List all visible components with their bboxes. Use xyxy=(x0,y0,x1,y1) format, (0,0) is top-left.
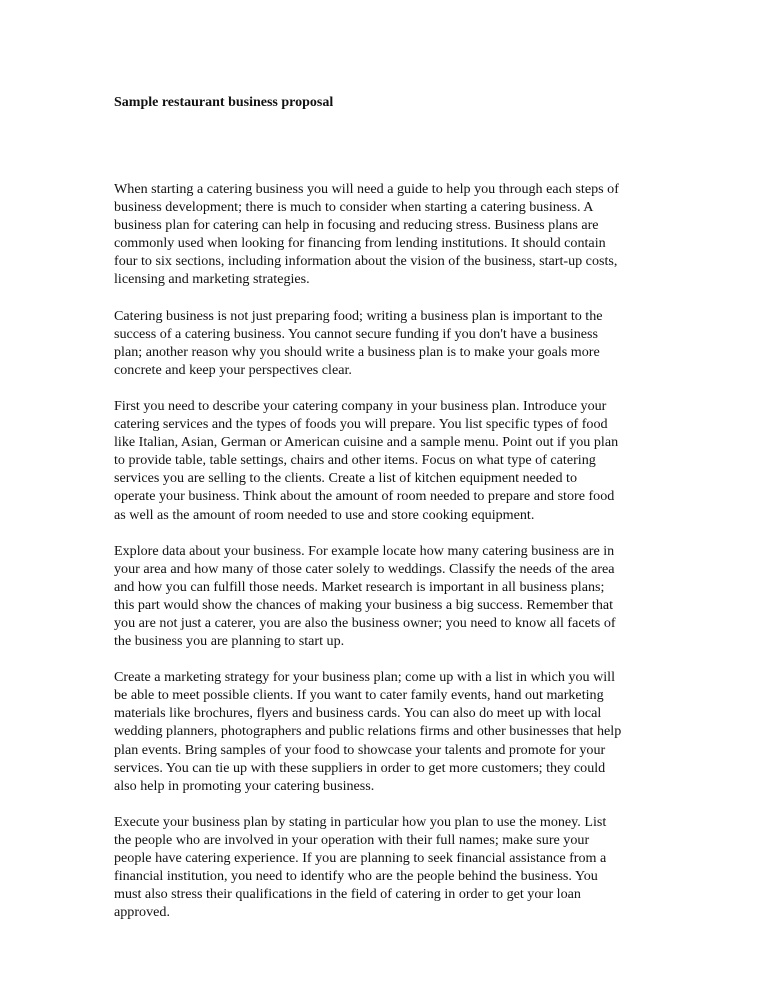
text-line: the business you are planning to start up. xyxy=(114,633,345,650)
text-line: business development; there is much to consider when starting a catering business. A xyxy=(114,199,594,216)
text-line: like Italian, Asian, German or American cuisine and a sample menu. Point out if you plan xyxy=(114,434,619,451)
text-line: also help in promoting your catering business. xyxy=(114,777,375,794)
text-line: as well as the amount of room needed to use and store cooking equipment. xyxy=(114,506,535,523)
text-line: materials like brochures, flyers and business cards. You can also do meet up with local xyxy=(114,705,602,722)
text-line: operate your business. Think about the amount of room needed to prepare and store food xyxy=(114,488,615,505)
text-line: to provide table, table settings, chairs and other items. Focus on what type of catering xyxy=(114,452,596,469)
text-line: you are not just a caterer, you are also the business owner; you need to know all facets of xyxy=(114,614,616,631)
text-line: catering services and the types of foods you will prepare. You list specific types of food xyxy=(114,416,608,433)
paragraph-6 xyxy=(114,813,659,922)
paragraph-3 xyxy=(114,397,659,524)
text-line: wedding planners, photographers and public relations firms and other businesses that help xyxy=(114,723,622,740)
text-line: approved. xyxy=(114,904,170,921)
text-line: your area and how many of those cater solely to weddings. Classify the needs of the area xyxy=(114,560,615,577)
text-line: services you are selling to the clients. Create a list of kitchen equipment needed to xyxy=(114,470,577,487)
paragraph-1 xyxy=(114,180,659,289)
text-line: services. You can tie up with these suppliers in order to get more customers; they could xyxy=(114,759,606,776)
text-line: must also stress their qualifications in the field of catering in order to get your loan xyxy=(114,886,581,903)
text-line: concrete and keep your perspectives clear. xyxy=(114,361,352,378)
text-line: Catering business is not just preparing food; writing a business plan is important to the xyxy=(114,307,603,324)
text-line: First you need to describe your catering company in your business plan. Introduce your xyxy=(114,397,607,414)
text-line: Execute your business plan by stating in particular how you plan to use the money. List xyxy=(114,813,607,830)
text-line: plan; another reason why you should write a business plan is to make your goals more xyxy=(114,343,600,360)
text-line: be able to meet possible clients. If you want to cater family events, hand out marketing xyxy=(114,687,604,704)
text-line: and how you can fulfill those needs. Market research is important in all business plans; xyxy=(114,578,605,595)
paragraph-5 xyxy=(114,668,659,795)
text-line: this part would show the chances of making your business a big success. Remember that xyxy=(114,596,614,613)
text-line: licensing and marketing strategies. xyxy=(114,271,310,288)
text-line: people have catering experience. If you are planning to seek financial assistance from a xyxy=(114,850,607,866)
text-line: success of a catering business. You cannot secure funding if you don't have a business xyxy=(114,325,598,342)
text-line: the people who are involved in your operation with their full names; make sure your xyxy=(114,831,590,848)
text-line: four to six sections, including information about the vision of the business, start-up costs, xyxy=(114,253,618,270)
document-title: Sample restaurant business proposal xyxy=(114,95,334,110)
document-body xyxy=(114,180,659,939)
text-line: financial institution, you need to identify who are the people behind the business. You xyxy=(114,868,598,885)
text-line: When starting a catering business you will need a guide to help you through each steps of xyxy=(114,181,619,197)
text-line: Explore data about your business. For example locate how many catering business are in xyxy=(114,542,615,559)
paragraph-4 xyxy=(114,542,659,651)
text-line: business plan for catering can help in focusing and reducing stress. Business plans are xyxy=(114,217,599,234)
paragraph-2 xyxy=(114,307,659,379)
text-line: commonly used when looking for financing from lending institutions. It should contain xyxy=(114,235,606,252)
text-line: Create a marketing strategy for your business plan; come up with a list in which you will xyxy=(114,669,616,686)
text-line: plan events. Bring samples of your food to showcase your talents and promote for your xyxy=(114,741,606,758)
